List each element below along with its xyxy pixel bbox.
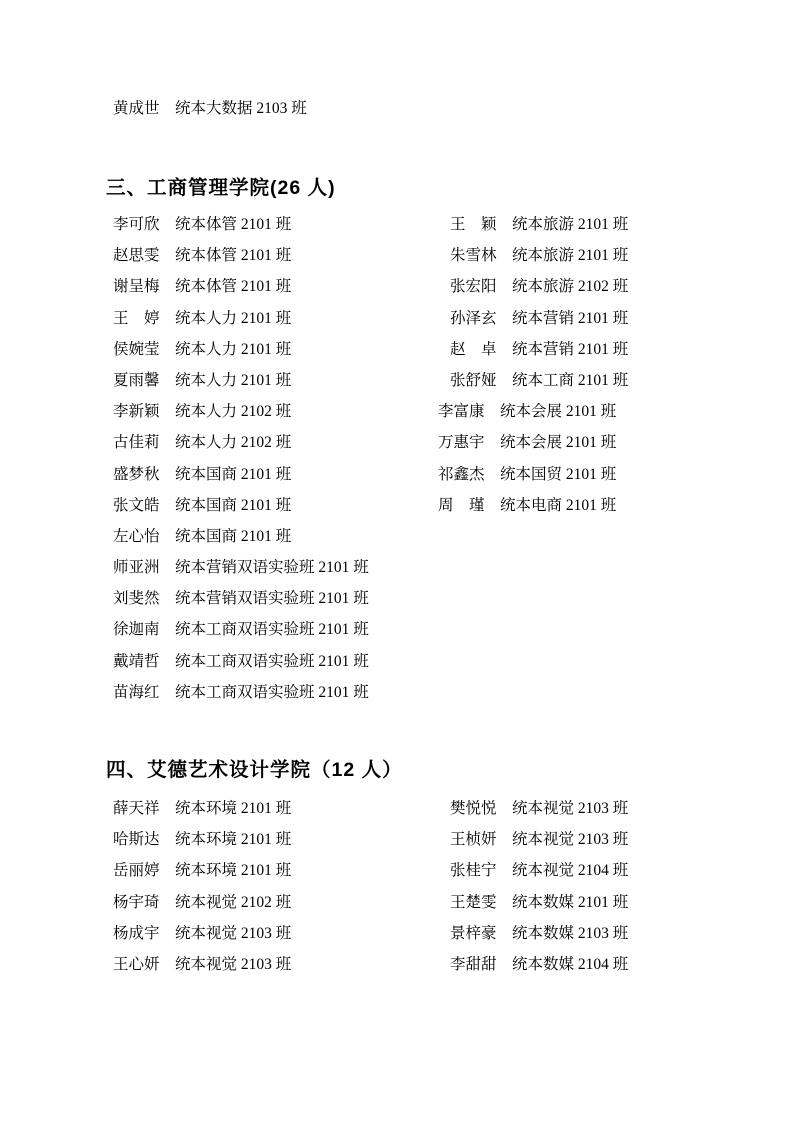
student-class: 统本会展 2101 班 <box>500 403 617 421</box>
student-class: 统本国贸 2101 班 <box>500 465 617 483</box>
student-row <box>113 677 450 708</box>
student-row <box>113 949 450 980</box>
student-name: 徐迦南 <box>113 621 160 639</box>
section-business-school-list <box>113 209 628 708</box>
student-class: 统本人力 2101 班 <box>175 309 292 327</box>
student-row <box>113 334 450 365</box>
student-name: 王心妍 <box>113 955 160 973</box>
student-name: 李富康 <box>438 403 485 421</box>
section-column-right <box>450 793 628 980</box>
student-class: 统本旅游 2101 班 <box>512 247 629 265</box>
student-class: 统本环境 2101 班 <box>175 862 292 880</box>
student-row <box>113 918 450 949</box>
student-name: 周 瑾 <box>438 496 485 514</box>
student-class: 统本国商 2101 班 <box>175 496 292 514</box>
student-row <box>113 303 450 334</box>
student-class: 统本体管 2101 班 <box>175 247 292 265</box>
student-name: 王 颖 <box>450 216 497 233</box>
student-name: 李新颖 <box>113 403 160 421</box>
student-name: 杨成宇 <box>113 924 160 942</box>
student-row <box>113 583 450 614</box>
student-class: 统本营销 2101 班 <box>512 340 629 358</box>
student-name: 盛梦秋 <box>113 465 160 483</box>
student-class: 统本旅游 2101 班 <box>512 216 629 233</box>
student-row <box>438 459 628 490</box>
student-class: 统本人力 2102 班 <box>175 403 292 421</box>
student-row <box>113 459 450 490</box>
student-row <box>113 824 450 855</box>
student-name: 万惠宇 <box>438 434 485 452</box>
student-row <box>450 855 628 886</box>
student-class: 统本视觉 2103 班 <box>512 831 629 849</box>
student-name: 赵 卓 <box>450 340 497 358</box>
student-name: 孙泽玄 <box>450 309 497 327</box>
student-row <box>113 271 450 302</box>
student-name: 哈斯达 <box>113 831 160 849</box>
student-class: 统本电商 2101 班 <box>500 496 617 514</box>
student-name: 薛天祥 <box>113 800 160 817</box>
student-name: 王楚雯 <box>450 893 497 911</box>
student-name: 戴靖哲 <box>113 652 160 670</box>
student-row <box>113 99 307 119</box>
student-name: 张文皓 <box>113 496 160 514</box>
student-name: 左心怡 <box>113 527 160 545</box>
student-row <box>450 209 628 240</box>
student-name: 朱雪林 <box>450 247 497 265</box>
student-row <box>438 427 628 458</box>
student-row <box>450 824 628 855</box>
student-row <box>113 855 450 886</box>
student-name: 祁鑫杰 <box>438 465 485 483</box>
student-row <box>113 396 450 427</box>
section-heading-business-school: 三、工商管理学院(26 人) <box>106 177 336 199</box>
student-name: 赵思雯 <box>113 247 160 265</box>
student-class: 统本环境 2101 班 <box>175 800 292 817</box>
section-art-design-school-list <box>113 793 628 980</box>
student-class: 统本视觉 2102 班 <box>175 893 292 911</box>
student-row <box>113 614 450 645</box>
student-row <box>113 793 450 824</box>
student-class: 统本视觉 2103 班 <box>175 924 292 942</box>
student-class: 统本大数据 2103 班 <box>175 100 307 117</box>
student-class: 统本体管 2101 班 <box>175 278 292 296</box>
student-row <box>450 949 628 980</box>
student-class: 统本营销双语实验班 2101 班 <box>175 559 369 577</box>
student-name: 夏雨馨 <box>113 371 160 389</box>
student-class: 统本视觉 2103 班 <box>512 800 629 817</box>
section-column-left <box>113 793 450 980</box>
student-name: 张宏阳 <box>450 278 497 296</box>
student-name: 景梓豪 <box>450 924 497 942</box>
section-column-left <box>113 209 450 708</box>
student-row <box>438 490 628 521</box>
student-row <box>113 240 450 271</box>
student-row <box>438 396 628 427</box>
student-row <box>450 271 628 302</box>
student-name: 王桢妍 <box>450 831 497 849</box>
student-name: 张舒娅 <box>450 371 497 389</box>
student-class: 统本旅游 2102 班 <box>512 278 629 296</box>
student-name: 师亚洲 <box>113 559 160 577</box>
student-class: 统本数媒 2101 班 <box>512 893 629 911</box>
student-row <box>450 365 628 396</box>
student-class: 统本工商 2101 班 <box>512 371 629 389</box>
student-row <box>450 240 628 271</box>
student-name: 侯婉莹 <box>113 340 160 358</box>
student-class: 统本视觉 2103 班 <box>175 955 292 973</box>
student-class: 统本会展 2101 班 <box>500 434 617 452</box>
section-heading-art-design-school: 四、艾德艺术设计学院（12 人） <box>106 759 403 781</box>
student-name: 岳丽婷 <box>113 862 160 880</box>
student-row <box>113 209 450 240</box>
student-row <box>113 427 450 458</box>
student-class: 统本数媒 2103 班 <box>512 924 629 942</box>
student-class: 统本人力 2102 班 <box>175 434 292 452</box>
student-class: 统本体管 2101 班 <box>175 216 292 233</box>
student-row <box>113 552 450 583</box>
student-row <box>113 521 450 552</box>
student-row <box>450 793 628 824</box>
student-class: 统本人力 2101 班 <box>175 340 292 358</box>
student-class: 统本数媒 2104 班 <box>512 955 629 973</box>
student-row <box>450 303 628 334</box>
student-class: 统本营销双语实验班 2101 班 <box>175 590 369 608</box>
student-class: 统本视觉 2104 班 <box>512 862 629 880</box>
student-class: 统本人力 2101 班 <box>175 371 292 389</box>
student-class: 统本工商双语实验班 2101 班 <box>175 621 369 639</box>
student-class: 统本国商 2101 班 <box>175 527 292 545</box>
student-name: 张桂宁 <box>450 862 497 880</box>
student-class: 统本工商双语实验班 2101 班 <box>175 683 369 701</box>
student-name: 王 婷 <box>113 309 160 327</box>
student-name: 李可欣 <box>113 216 160 233</box>
student-row <box>450 334 628 365</box>
student-name: 杨宇琦 <box>113 893 160 911</box>
student-name: 苗海红 <box>113 683 160 701</box>
student-row <box>113 490 450 521</box>
student-row <box>113 646 450 677</box>
student-row <box>450 918 628 949</box>
student-name: 谢呈梅 <box>113 278 160 296</box>
student-class: 统本国商 2101 班 <box>175 465 292 483</box>
student-name: 樊悦悦 <box>450 800 497 817</box>
student-row <box>450 887 628 918</box>
student-class: 统本环境 2101 班 <box>175 831 292 849</box>
student-name: 李甜甜 <box>450 955 497 973</box>
student-class: 统本营销 2101 班 <box>512 309 629 327</box>
student-name: 黄成世 <box>113 100 160 117</box>
student-name: 刘斐然 <box>113 590 160 608</box>
student-row <box>113 887 450 918</box>
student-name: 古佳莉 <box>113 434 160 452</box>
student-class: 统本工商双语实验班 2101 班 <box>175 652 369 670</box>
section-column-right <box>438 209 629 521</box>
student-row <box>113 365 450 396</box>
